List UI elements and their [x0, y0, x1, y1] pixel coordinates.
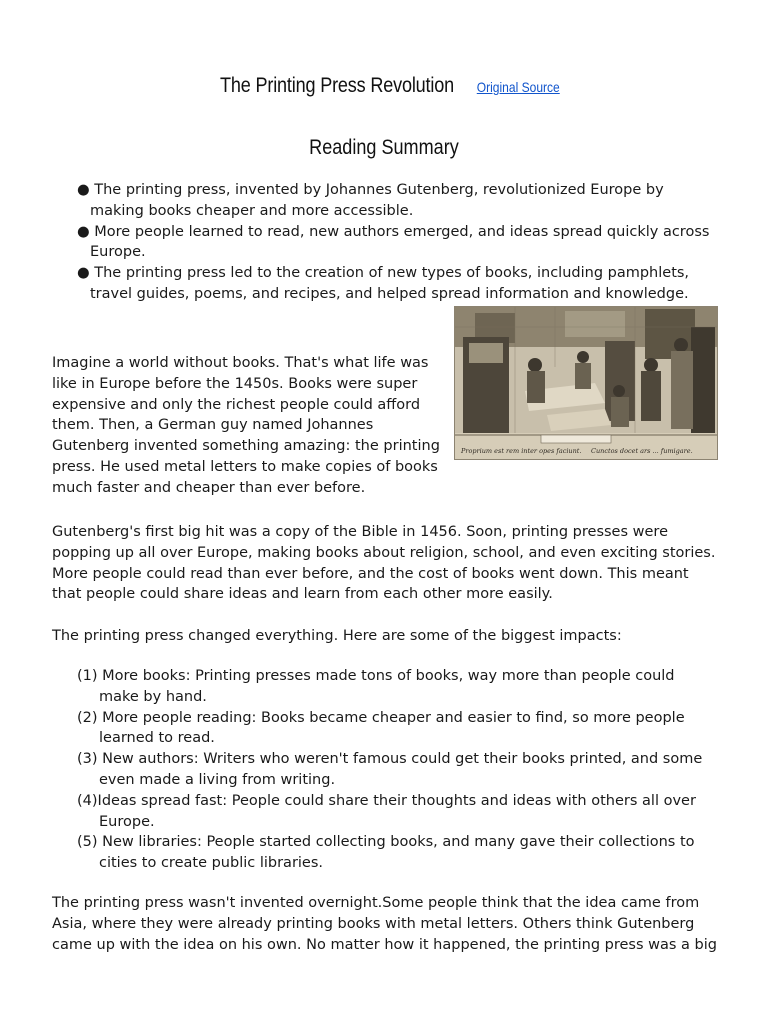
- engraving-caption-left: Proprium est rem inter opes faciunt.: [461, 447, 582, 455]
- summary-list: [68, 180, 718, 305]
- reading-summary-text: Reading Summary: [309, 136, 459, 159]
- summary-bullet: ● The printing press led to the creation of new types of books, including pamphlets, travel guides, poems, and recipes, and helped spread information and knowledge.: [77, 265, 690, 302]
- printing-workshop-engraving: [454, 306, 718, 460]
- intro-paragraph: Imagine a world without books. That's what life was like in Europe before the 1450s. Books were super expensive and only the richest people could afford them. Then, a German guy named Johannes Gutenberg invented something amazing: the printing press. He used metal letters to make copies of books much faster and cheaper than ever before.: [52, 355, 440, 496]
- title-row: [0, 74, 768, 98]
- summary-bullet: ● The printing press, invented by Johannes Gutenberg, revolutionized Europe by making books cheaper and more accessible.: [77, 182, 664, 219]
- overnight-paragraph: The printing press wasn't invented overnight.Some people think that the idea came from Asia, where they were already printing books with metal letters. Others think Gutenberg came up with the idea on his own. No matter how it happened, the printing press was a big: [52, 895, 717, 953]
- impact-item: (4)Ideas spread fast: People could share their thoughts and ideas with others all over Europe.: [77, 792, 696, 830]
- impacts-intro-paragraph: The printing press changed everything. Here are some of the biggest impacts:: [52, 628, 622, 644]
- bible-paragraph: Gutenberg's first big hit was a copy of the Bible in 1456. Soon, printing presses were popping up all over Europe, making books about religion, school, and even exciting stories. More people could read than ever before, and the cost of books went down. This meant that people could share ideas and learn from each other more easily.: [52, 524, 716, 603]
- impact-item: (2) More people reading: Books became cheaper and easier to find, so more people learned to read.: [77, 709, 685, 747]
- engraving-caption-right: Cunctos docet ars ... fumigare.: [591, 447, 693, 455]
- document-title: The Printing Press Revolution: [220, 74, 455, 97]
- impact-item: (1) More books: Printing presses made tons of books, way more than people could make by hand.: [77, 668, 675, 705]
- impact-item: (5) New libraries: People started collecting books, and many gave their collections to cities to create public libraries.: [77, 834, 695, 872]
- original-source-link[interactable]: Original Source: [477, 79, 561, 95]
- summary-bullet: ● More people learned to read, new authors emerged, and ideas spread quickly across Europe.: [77, 223, 710, 261]
- impact-item: (3) New authors: Writers who weren't famous could get their books printed, and some even made a living from writing.: [77, 751, 703, 788]
- impacts-list: [77, 666, 717, 874]
- reading-summary-heading: [0, 136, 768, 160]
- engraving-illustration: [455, 307, 718, 460]
